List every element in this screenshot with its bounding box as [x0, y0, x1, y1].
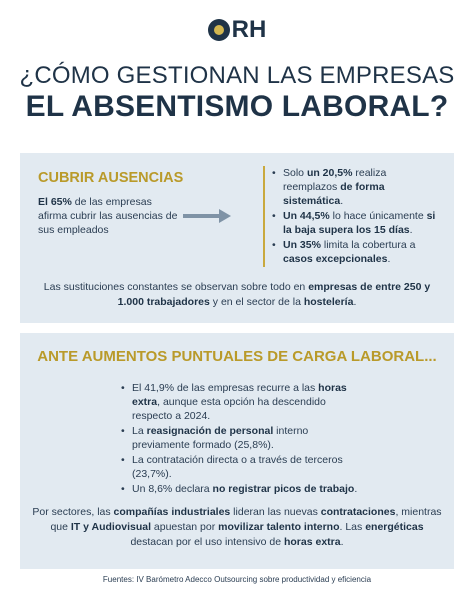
list-item: • Solo un 20,5% realiza reemplazos de forma sistemática. — [271, 166, 443, 208]
section-note: Por sectores, las compañías industriales lideran las nuevas contrataciones, mientras que IT y Audiovisual apuestan por movilizar talento interno. Las energéticas destacan por el uso intensivo de horas extra. — [32, 506, 442, 548]
section-carga-laboral — [20, 333, 454, 569]
orh-logo — [0, 16, 474, 44]
summary-highlight: El 65% — [38, 196, 72, 208]
right-arrow-icon — [183, 209, 231, 223]
summary-rest: de las empresas afirma cubrir las ausencias de sus empleados — [38, 196, 178, 236]
logo-circle-icon — [208, 19, 230, 41]
source-footer: Fuentes: IV Barómetro Adecco Outsourcing sobre productividad y eficiencia — [102, 575, 372, 584]
list-item: • La contratación directa o a través de terceros (23,7%). — [120, 453, 360, 481]
list-item: • La reasignación de personal interno previamente formado (25,8%). — [120, 424, 360, 452]
stats-list — [120, 381, 360, 497]
stats-list — [263, 166, 443, 267]
list-item: • Un 35% limita la cobertura a casos excepcionales. — [271, 238, 443, 266]
page-title-line-2: EL ABSENTISMO LABORAL? — [25, 90, 449, 123]
summary-text — [38, 195, 178, 237]
section-heading: ANTE AUMENTOS PUNTUALES DE CARGA LABORAL... — [37, 348, 437, 365]
section-cubrir-ausencias — [20, 153, 454, 323]
page-title-line-1: ¿CÓMO GESTIONAN LAS EMPRESAS — [19, 62, 455, 89]
list-item: • Un 44,5% lo hace únicamente si la baja supera los 15 días. — [271, 209, 443, 237]
list-item: • Un 8,6% declara no registrar picos de trabajo. — [120, 482, 360, 496]
logo-text: RH — [231, 16, 267, 43]
section-heading: CUBRIR AUSENCIAS — [38, 170, 184, 186]
list-item: • El 41,9% de las empresas recurre a las horas extra, aunque esta opción ha descendido respecto a 2024. — [120, 381, 360, 423]
section-note: Las sustituciones constantes se observan sobre todo en empresas de entre 250 y 1.000 trabajadores y en el sector de la hostelería. — [43, 281, 431, 308]
